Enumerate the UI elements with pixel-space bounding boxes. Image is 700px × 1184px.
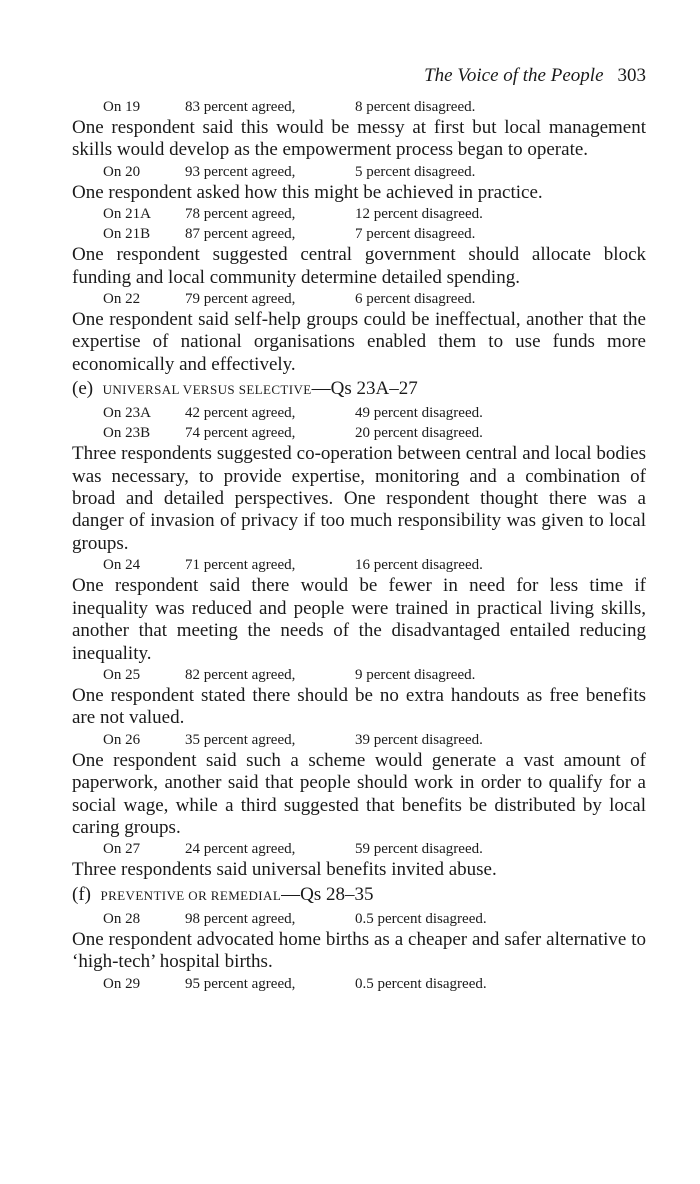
agreed-percent: 82 percent agreed, xyxy=(185,666,296,683)
disagreed-percent: 8 percent disagreed. xyxy=(355,99,476,115)
disagreed-percent: 7 percent disagreed. xyxy=(355,226,476,243)
question-label: On 27 xyxy=(103,841,141,858)
comment-paragraph: One respondent said such a scheme would generate a vast amount of paperwork, another said that people should work in order to qualify for a social wage, while a third suggested that benefits be distributed by local caring groups. xyxy=(72,749,646,838)
section-title: UNIVERSAL VERSUS SELECTIVE xyxy=(102,382,312,398)
agreed-percent: 98 percent agreed, xyxy=(185,910,296,927)
agreed-percent: 71 percent agreed, xyxy=(185,557,296,574)
disagreed-percent: 12 percent disagreed. xyxy=(355,206,483,223)
survey-result-line xyxy=(72,730,646,750)
comment-paragraph: One respondent said there would be fewer in need for less time if inequality was reduced and people were trained in practical living skills, another that meeting the needs of the disadvantaged entailed reducing inequality. xyxy=(72,575,646,664)
section-heading xyxy=(72,883,646,908)
agreed-percent: 42 percent agreed, xyxy=(185,405,296,422)
comment-paragraph: Three respondents said universal benefits invited abuse. xyxy=(72,859,497,881)
survey-result-line xyxy=(72,97,646,117)
agreed-percent: 78 percent agreed, xyxy=(185,206,296,223)
question-label: On 23A xyxy=(103,405,151,422)
disagreed-percent: 16 percent disagreed. xyxy=(355,557,483,574)
comment-paragraph: One respondent suggested central government should allocate block funding and local community determine detailed spending. xyxy=(72,244,646,288)
survey-result-line xyxy=(72,839,646,859)
agreed-percent: 93 percent agreed, xyxy=(185,163,296,180)
agreed-percent: 35 percent agreed, xyxy=(185,731,296,748)
section-marker: (f) xyxy=(72,883,91,905)
disagreed-percent: 49 percent disagreed. xyxy=(355,405,483,422)
survey-result-line xyxy=(72,555,646,575)
disagreed-percent: 39 percent disagreed. xyxy=(355,731,483,748)
survey-result-line xyxy=(72,289,646,309)
agreed-percent: 83 percent agreed, xyxy=(185,99,296,115)
comment-paragraph: Three respondents suggested co-operation between central and local bodies was necessary, to provide expertise, monitoring and a combination of broad and detailed perspectives. One respondent thought there was a danger of invasion of privacy if too much responsibility was given to local groups. xyxy=(72,443,646,554)
question-label: On 20 xyxy=(103,163,141,180)
question-label: On 24 xyxy=(103,557,141,574)
comment-paragraph: One respondent advocated home births as a cheaper and safer alternative to ‘high-tech’ hospital births. xyxy=(72,928,646,973)
running-header xyxy=(72,64,646,88)
question-label: On 21A xyxy=(103,206,151,223)
running-title: The Voice of the People xyxy=(424,65,604,86)
section-heading xyxy=(72,377,646,402)
question-label: On 28 xyxy=(103,910,141,927)
survey-result-line xyxy=(72,909,646,929)
section-title: PREVENTIVE OR REMEDIAL xyxy=(100,887,282,903)
section-marker: (e) xyxy=(72,378,94,400)
disagreed-percent: 5 percent disagreed. xyxy=(355,163,476,180)
question-label: On 19 xyxy=(103,99,141,115)
agreed-percent: 95 percent agreed, xyxy=(185,975,296,992)
question-label: On 29 xyxy=(103,975,141,992)
agreed-percent: 79 percent agreed, xyxy=(185,291,296,308)
disagreed-percent: 0.5 percent disagreed. xyxy=(355,910,487,927)
question-label: On 22 xyxy=(103,291,141,308)
disagreed-percent: 59 percent disagreed. xyxy=(355,841,483,858)
disagreed-percent: 20 percent disagreed. xyxy=(355,425,483,442)
section-questions: —Qs 28–35 xyxy=(281,883,374,905)
survey-result-line xyxy=(72,403,646,423)
comment-paragraph: One respondent asked how this might be achieved in practice. xyxy=(72,181,543,203)
comment-paragraph: One respondent stated there should be no extra handouts as free benefits are not valued. xyxy=(72,684,646,729)
comment-paragraph: One respondent said this would be messy at first but local management skills would develop as the empowerment process began to operate. xyxy=(72,117,646,161)
survey-result-line xyxy=(72,162,646,182)
page-number: 303 xyxy=(617,65,646,86)
body-text xyxy=(72,97,646,994)
comment-paragraph: One respondent said self-help groups could be ineffectual, another that the expertise of national organisations enabled them to use funds more economically and effectively. xyxy=(72,309,646,375)
section-questions: —Qs 23A–27 xyxy=(311,378,418,400)
agreed-percent: 24 percent agreed, xyxy=(185,841,296,858)
survey-result-line xyxy=(72,204,646,224)
survey-result-line xyxy=(72,224,646,244)
question-label: On 21B xyxy=(103,226,151,243)
agreed-percent: 87 percent agreed, xyxy=(185,226,296,243)
survey-result-line xyxy=(72,974,646,994)
disagreed-percent: 0.5 percent disagreed. xyxy=(355,975,487,992)
question-label: On 23B xyxy=(103,425,151,442)
agreed-percent: 74 percent agreed, xyxy=(185,425,296,442)
survey-result-line xyxy=(72,423,646,443)
question-label: On 25 xyxy=(103,666,141,683)
survey-result-line xyxy=(72,665,646,685)
disagreed-percent: 9 percent disagreed. xyxy=(355,666,476,683)
question-label: On 26 xyxy=(103,731,141,748)
disagreed-percent: 6 percent disagreed. xyxy=(355,291,476,308)
